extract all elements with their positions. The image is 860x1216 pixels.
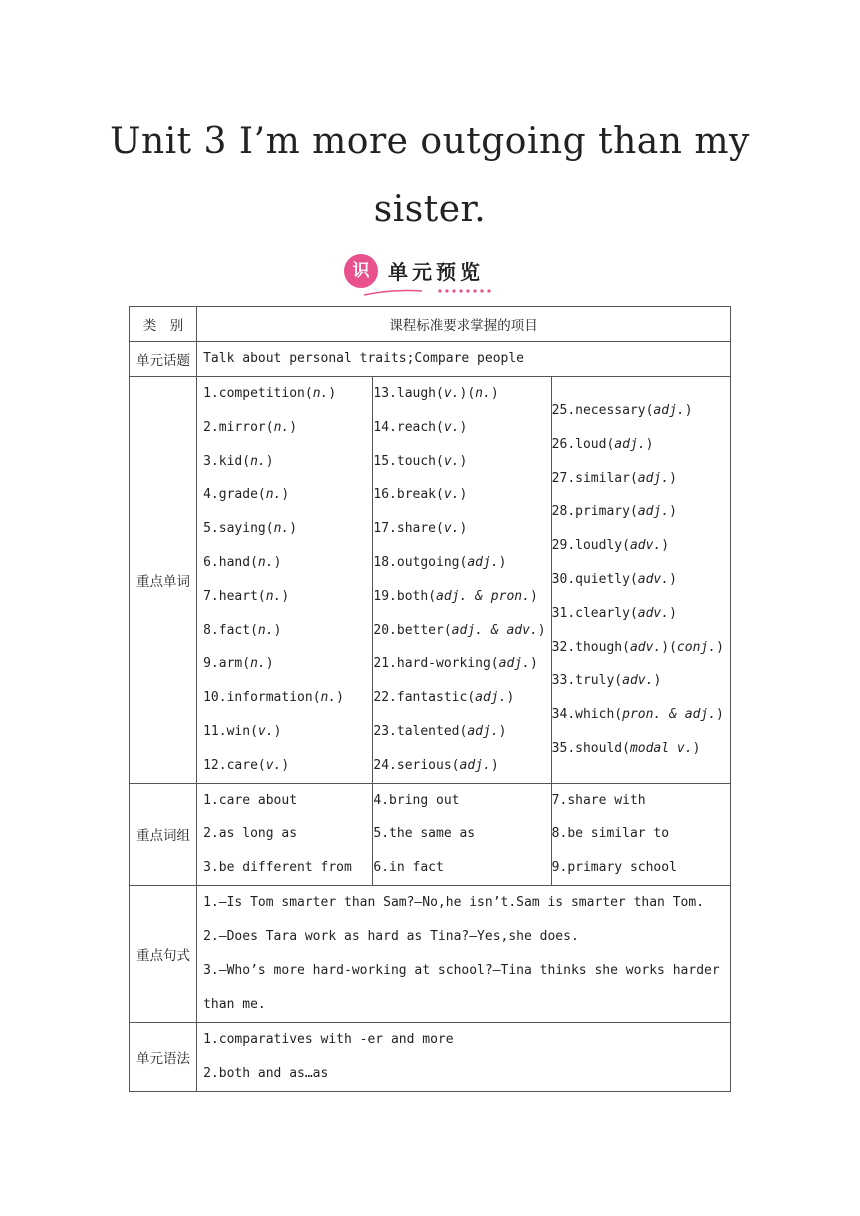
sentence-line: 1.—Is Tom smarter than Sam?—No,he isn’t.Sam is smarter than Tom. [203,894,705,910]
phrases-col3 [551,783,730,885]
phrases-col2 [373,783,551,885]
grammar-cell [197,1022,731,1091]
banner-label: 单元预览 [388,260,484,284]
phrase-item: 2.as long as [203,826,298,842]
word-item: 17.share(v.) [373,521,468,537]
word-item: 16.break(v.) [373,487,468,503]
word-item: 1.competition(n.) [203,386,337,401]
grammar-line: 1.comparatives with -er and more [203,1031,454,1047]
phrase-item: 6.in fact [373,860,444,876]
words-category: 重点单词 [130,377,197,784]
sentences-row [130,885,731,1022]
word-item: 3.kid(n.) [203,453,274,469]
topic-text: Talk about personal traits;Compare people [203,351,525,366]
phrase-item: 4.bring out [373,792,460,808]
word-item: 30.quietly(adv.) [551,571,677,587]
phrase-item: 7.share with [551,792,646,808]
word-item: 19.both(adj. & pron.) [373,588,538,604]
phrase-item: 1.care about [203,792,298,808]
topic-category: 单元话题 [130,342,197,377]
grammar-row [130,1022,731,1091]
word-item: 34.which(pron. & adj.) [551,707,724,723]
word-item: 15.touch(v.) [373,453,468,469]
word-item: 13.laugh(v.)(n.) [373,386,499,401]
grammar-line: 2.both and as…as [203,1065,329,1081]
word-item: 24.serious(adj.) [373,757,499,773]
topic-cell [197,342,731,377]
phrases-category: 重点词组 [130,783,197,885]
word-item: 32.though(adv.)(conj.) [551,639,724,655]
word-item: 31.clearly(adv.) [551,605,677,621]
word-item: 6.hand(n.) [203,554,282,570]
word-item: 12.care(v.) [203,757,290,773]
grammar-category: 单元语法 [130,1022,197,1091]
word-item: 35.should(modal v.) [551,740,701,756]
word-item: 23.talented(adj.) [373,723,507,739]
word-item: 9.arm(n.) [203,656,274,672]
word-item: 14.reach(v.) [373,419,468,435]
sentence-line: 2.—Does Tara work as hard as Tina?—Yes,she does. [203,928,579,944]
word-item: 33.truly(adv.) [551,673,662,689]
phrases-row [130,783,731,885]
word-item: 11.win(v.) [203,723,282,739]
phrases-col1 [197,783,373,885]
words-col1 [197,377,373,784]
word-item: 27.similar(adj.) [551,470,677,486]
phrase-item: 9.primary school [551,860,677,876]
person-board-icon: 识 [344,254,378,288]
topic-row [130,342,731,377]
word-item: 22.fantastic(adj.) [373,690,515,706]
header-content: 课程标准要求掌握的项目 [197,307,731,342]
word-item: 2.mirror(n.) [203,419,298,435]
unit-title [0,108,860,244]
word-item: 20.better(adj. & adv.) [373,622,546,638]
phrase-item: 3.be different from [203,860,352,876]
word-item: 5.saying(n.) [203,521,298,537]
unit-overview-table [129,306,731,1092]
word-item: 29.loudly(adv.) [551,538,670,554]
word-item: 21.hard-working(adj.) [373,656,538,672]
sentence-line: 3.—Who’s more hard-working at school?—Tina thinks she works harder than me. [203,962,720,1012]
words-col3 [551,377,730,784]
phrase-item: 5.the same as [373,826,476,842]
sentences-cell [197,885,731,1022]
word-item: 10.information(n.) [203,690,344,706]
words-row [130,377,731,784]
phrase-item: 8.be similar to [551,826,670,842]
table-header-row [130,307,731,342]
unit-title-line1: Unit 3 I’m more outgoing than my [110,121,750,162]
word-item: 8.fact(n.) [203,622,282,638]
words-col2 [373,377,551,784]
sentences-category: 重点句式 [130,885,197,1022]
word-item: 26.loud(adj.) [551,436,654,452]
word-item: 28.primary(adj.) [551,504,677,520]
unit-preview-banner [342,252,522,298]
banner-underline [362,288,502,296]
header-category: 类 别 [130,307,197,342]
word-item: 18.outgoing(adj.) [373,554,507,570]
word-item: 4.grade(n.) [203,487,290,503]
word-item: 25.necessary(adj.) [551,403,693,418]
word-item: 7.heart(n.) [203,588,290,604]
unit-title-line2: sister. [373,189,487,230]
